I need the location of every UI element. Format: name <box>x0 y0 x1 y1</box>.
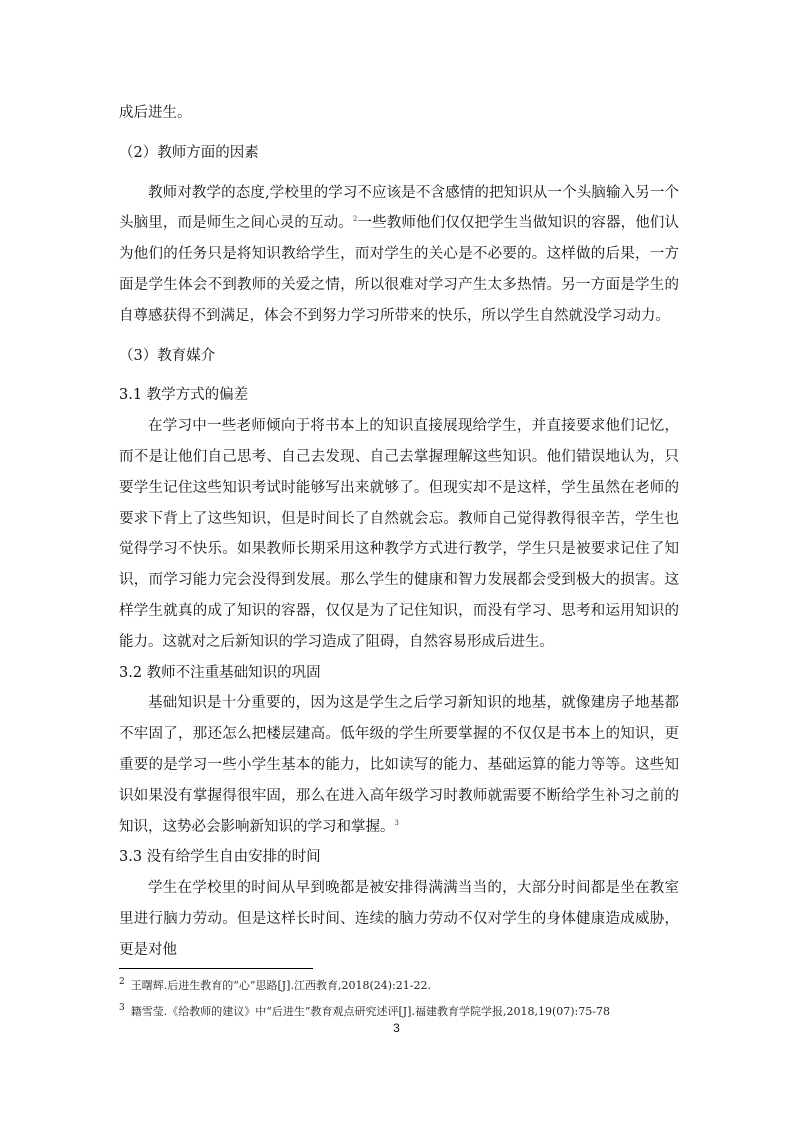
footnote-text: 籍雪莹.《给教师的建议》中“后进生”教育观点研究述评[J].福建教育学院学报,2018,19(07):75-78 <box>130 1005 610 1018</box>
paragraph-teacher-attitude-part2: 一些教师他们仅仅把学生当做知识的容器，他们认为他们的任务只是将知识教给学生，而对学生的关心是不必要的。这样做的后果，一方面是学生体会不到教师的关爱之情，所以很难对学习产生太多热情。另一方面是学生的自尊感获得不到满足，体会不到努力学习所带来的快乐，所以学生自然就没学习动力。 <box>119 215 679 324</box>
paragraph-free-time: 学生在学校里的时间从早到晚都是被安排得满满当当的，大部分时间都是坐在教室里进行脑力劳动。但是这样长时间、连续的脑力劳动不仅对学生的身体健康造成威胁，更是对他 <box>119 880 679 958</box>
section-3-2-title: 3.2 教师不注重基础知识的巩固 <box>119 664 321 681</box>
paragraph-teacher-attitude-part1: 教师对教学的态度,学校里的学习不应该是不含感情的把知识从一个头脑输入另一个头脑里，而是师生之间心灵的互动。 <box>119 184 679 232</box>
footnote-3 <box>119 1004 679 1020</box>
body-text <box>119 98 679 966</box>
footnote-ref-2[interactable]: 2 <box>352 215 358 224</box>
paragraph-basic-knowledge <box>119 688 679 842</box>
paragraph-basic-knowledge-text: 基础知识是十分重要的，因为这是学生之后学习新知识的地基，就像建房子地基都不牢固了，那还怎么把楼层建高。低年级的学生所要掌握的不仅仅是书本上的知识，更重要的是学习一些小学生基本的能力，比如读写的能力、基础运算的能力等等。这些知识如果没有掌握得很牢固，那么在进入高年级学习时教师就需要不断给学生补习之前的知识，这势必会影响新知识的学习和掌握。 <box>119 695 679 835</box>
footnote-2 <box>119 978 679 994</box>
footnote-number: 2 <box>119 977 125 988</box>
footnote-number: 3 <box>119 1003 125 1014</box>
page-number: 3 <box>393 1021 400 1035</box>
paragraph-continuation: 成后进生。 <box>119 105 192 121</box>
heading-education-media: （3）教育媒介 <box>119 347 216 364</box>
footnote-ref-3[interactable]: 3 <box>394 818 399 827</box>
section-3-1-title: 3.1 教学方式的偏差 <box>119 387 249 404</box>
footnote-divider <box>119 968 313 969</box>
heading-teacher-factors: （2）教师方面的因素 <box>119 144 259 161</box>
section-3-3-title: 3.3 没有给学生自由安排的时间 <box>119 849 321 866</box>
paragraph-teacher-attitude <box>119 178 679 332</box>
footnote-text: 王曙辉.后进生教育的“心”思路[J].江西教育,2018(24):21-22. <box>130 979 431 992</box>
paragraph-teaching-method: 在学习中一些老师倾向于将书本上的知识直接展现给学生，并直接要求他们记忆，而不是让他们自己思考、自己去发现、自己去掌握理解这些知识。他们错误地认为，只要学生记住这些知识考试时能够写出来就够了。但现实却不是这样，学生虽然在老师的要求下背上了这些知识，但是时间长了自然就会忘。教师自己觉得教得很辛苦，学生也觉得学习不快乐。如果教师长期采用这种教学方式进行教学，学生只是被要求记住了知识，而学习能力完会没得到发展。那么学生的健康和智力发展都会受到极大的损害。这样学生就真的成了知识的容器，仅仅是为了记住知识，而没有学习、思考和运用知识的能力。这就对之后新知识的学习造成了阻碍，自然容易形成后进生。 <box>119 418 679 650</box>
